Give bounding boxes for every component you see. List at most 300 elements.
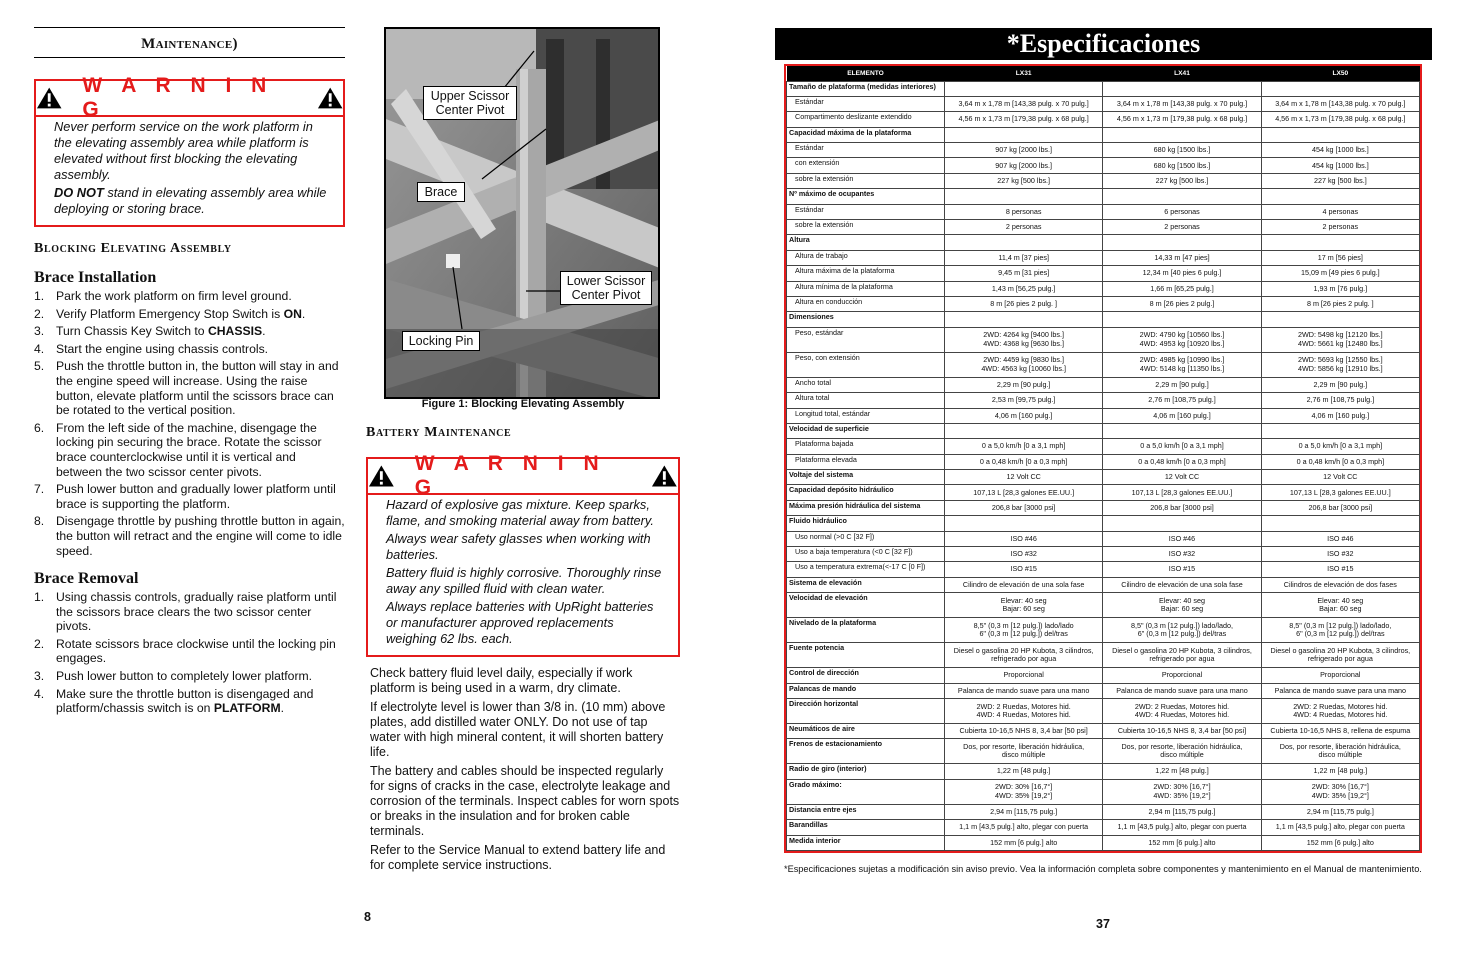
table-cell — [945, 312, 1103, 327]
table-cell — [945, 173, 1103, 188]
table-cell — [1103, 804, 1261, 819]
section-heading-battery: Battery Maintenance — [366, 425, 512, 440]
warning-text: Never perform service on the work platform in the elevating assembly area while platform is elevated without first blocking the elevating assembly. — [54, 119, 313, 182]
table-cell — [945, 220, 1103, 235]
table-row — [787, 439, 1420, 454]
table-cell — [945, 327, 1103, 352]
cell-value: 227 kg [500 lbs.] — [1313, 175, 1367, 185]
row-label: Altura total — [787, 393, 945, 408]
table-cell — [945, 618, 1103, 643]
table-cell — [945, 500, 1103, 515]
step-text — [56, 359, 345, 417]
callout-lower-scissor-pivot: Lower Scissor Center Pivot — [560, 271, 652, 305]
step-text — [56, 687, 345, 716]
table-cell — [1261, 250, 1419, 265]
row-label: Plataforma bajada — [787, 439, 945, 454]
table-row — [787, 618, 1420, 643]
table-cell — [945, 804, 1103, 819]
table-cell — [1261, 699, 1419, 724]
table-cell — [945, 683, 1103, 698]
warning-text: Always replace batteries with UpRight batteries or manufacturer approved replacements weighing 62 lbs. each. — [386, 599, 654, 646]
cell-value: 2 personas — [1164, 222, 1200, 232]
table-cell — [945, 739, 1103, 764]
list-item — [34, 307, 345, 322]
table-cell — [1103, 618, 1261, 643]
cell-value: 227 kg [500 lbs.] — [997, 175, 1051, 185]
table-cell — [1261, 668, 1419, 683]
cell-value: Diesel o gasolina 20 HP Kubota, 3 cilindros, refrigerado por agua — [1112, 645, 1252, 664]
step-text-part: Push the throttle button in, the button will stay in and the engine speed will increase. Using the raise button, elevate platform until the scissors brace can be rotated to the vertical position. — [56, 359, 339, 418]
table-cell — [945, 393, 1103, 408]
table-cell — [945, 779, 1103, 804]
cell-value: 4 personas — [1322, 206, 1359, 216]
cell-value: 0 a 5,0 km/h [0 a 3,1 mph] — [981, 441, 1066, 451]
cell-value: Cubierta 10-16,5 NHS 8, 3,4 bar [50 psi] — [959, 726, 1088, 736]
table-row — [787, 739, 1420, 764]
step-number: 1. — [34, 590, 45, 605]
table-cell — [945, 296, 1103, 311]
warning-triangle-icon — [36, 86, 62, 110]
cell-value: 3,64 m x 1,78 m [143,38 pulg. x 70 pulg.] — [958, 98, 1089, 108]
table-cell — [1261, 393, 1419, 408]
table-cell — [1261, 593, 1419, 618]
table-cell — [1261, 470, 1419, 485]
table-cell — [1103, 204, 1261, 219]
cell-value: Diesel o gasolina 20 HP Kubota, 3 cilindros, refrigerado por agua — [1270, 645, 1411, 664]
table-cell — [1103, 643, 1261, 668]
table-row — [787, 250, 1420, 265]
table-cell — [1103, 312, 1261, 327]
table-cell — [1103, 593, 1261, 618]
cell-value: 4,56 m x 1,73 m [179,38 pulg. x 68 pulg.] — [1116, 114, 1248, 124]
table-cell — [1261, 485, 1419, 500]
cell-value: 2,76 m [108,75 pulg.] — [1306, 395, 1375, 405]
cell-value: 227 kg [500 lbs.] — [1155, 175, 1209, 185]
table-cell — [1103, 96, 1261, 111]
row-label: Estándar — [787, 96, 945, 111]
row-label: Distancia entre ejes — [787, 804, 945, 819]
cell-value: ISO #32 — [1168, 549, 1196, 559]
table-cell — [945, 281, 1103, 296]
list-item — [34, 590, 345, 634]
table-cell — [1261, 143, 1419, 158]
cell-value: Elevar: 40 seg Bajar: 60 seg — [1000, 595, 1047, 614]
table-row — [787, 96, 1420, 111]
cell-value: 8 m [26 pies 2 pulg. ] — [1306, 299, 1374, 309]
page-title: *Especificaciones — [775, 28, 1432, 60]
column-header: LX50 — [1261, 66, 1419, 81]
cell-value: Cilindro de elevación de una sola fase — [962, 579, 1085, 589]
table-cell — [1103, 820, 1261, 835]
cell-value: ISO #32 — [1010, 549, 1037, 559]
table-cell — [945, 235, 1103, 250]
step-text-part: Using chassis controls, gradually raise platform until the scissors brace clears the two scissor center pivots. — [56, 590, 337, 634]
table-cell — [945, 189, 1103, 204]
cell-value: Cilindro de elevación de una sola fase — [1121, 579, 1243, 589]
table-cell — [1103, 683, 1261, 698]
cell-value: Elevar: 40 seg Bajar: 60 seg — [1317, 595, 1364, 614]
row-label: sobre la extensión — [787, 173, 945, 188]
cell-value: 680 kg [1500 lbs.] — [1153, 145, 1211, 155]
cell-value: 2WD: 2 Ruedas, Motores hid. 4WD: 4 Ruedas, Motores hid. — [976, 701, 1071, 719]
spec-table-frame — [784, 64, 1422, 853]
table-header-row — [787, 66, 1420, 81]
warning-box-platform — [34, 74, 345, 227]
cell-value: 152 mm [6 pulg.] alto — [1148, 837, 1216, 847]
cell-value: 8 m [26 pies 2 pulg. ] — [990, 299, 1058, 309]
row-label: Altura en conducción — [787, 296, 945, 311]
row-label: Compartimento deslizante extendido — [787, 112, 945, 127]
cell-value: 1,1 m [43,5 pulg.] alto, plegar con puerta — [959, 822, 1089, 832]
table-cell — [1103, 143, 1261, 158]
table-cell — [1261, 377, 1419, 392]
row-label: Uso a temperatura extrema(<-17 C [0 F]) — [787, 562, 945, 577]
step-text — [56, 342, 345, 357]
step-number: 4. — [34, 341, 45, 356]
table-cell — [945, 835, 1103, 850]
table-row — [787, 112, 1420, 127]
step-text — [56, 482, 345, 511]
table-row — [787, 835, 1420, 850]
table-cell — [945, 96, 1103, 111]
cell-value: Palanca de mando suave para una mano — [1274, 685, 1407, 695]
table-cell — [1261, 204, 1419, 219]
table-cell — [1261, 312, 1419, 327]
step-text-part: Push lower button and gradually lower platform until brace is supporting the platform. — [56, 482, 336, 511]
table-row — [787, 158, 1420, 173]
step-text-part: From the left side of the machine, disengage the locking pin securing the brace. Rotate the scissor brace counterclockwise until it is vertical and between the two scissor center pivots. — [56, 420, 322, 479]
table-row — [787, 235, 1420, 250]
table-cell — [945, 547, 1103, 562]
cell-value: 907 kg [2000 lbs.] — [995, 160, 1053, 170]
table-row — [787, 668, 1420, 683]
cell-value: 2,94 m [115,75 pulg.] — [990, 806, 1058, 816]
step-text-part: Make sure the throttle button is disengaged and platform/chassis switch is on — [56, 686, 314, 716]
cell-value: ISO #46 — [1168, 533, 1196, 543]
table-cell — [1103, 470, 1261, 485]
cell-value: 4,06 m [160 pulg.] — [1153, 410, 1211, 420]
table-cell — [1103, 266, 1261, 281]
table-cell — [945, 158, 1103, 173]
warning-body — [368, 497, 678, 655]
warning-text: Battery fluid is highly corrosive. Thoroughly rinse away any spilled fluid with clean water. — [386, 565, 662, 596]
table-cell — [945, 485, 1103, 500]
table-row — [787, 220, 1420, 235]
step-text-part: Disengage throttle by pushing throttle button in again, the button will retract and the engine will come to idle speed. — [56, 514, 345, 558]
cell-value: 2WD: 4790 kg [10560 lbs.] 4WD: 4953 kg [10920 lbs.] — [1139, 330, 1225, 348]
table-cell — [1261, 820, 1419, 835]
cell-value: 2,29 m [90 pulg.] — [1155, 379, 1209, 389]
row-label: Radio de giro (interior) — [787, 764, 945, 779]
cell-value: 107,13 L [28,3 galones EE.UU.] — [1289, 487, 1391, 497]
cell-value: 2,94 m [115,75 pulg.] — [1148, 806, 1216, 816]
table-row — [787, 683, 1420, 698]
step-number: 2. — [34, 306, 45, 321]
table-row — [787, 820, 1420, 835]
row-label: Estándar — [787, 143, 945, 158]
warning-title: W A R N I N G — [82, 74, 274, 121]
cell-value: 1,43 m [56,25 pulg.] — [991, 283, 1056, 293]
running-head: Maintenance) — [34, 27, 345, 58]
row-label: Frenos de estacionamiento — [787, 739, 945, 764]
table-cell — [1261, 235, 1419, 250]
cell-value: Cilindros de elevación de dos fases — [1283, 579, 1397, 589]
table-cell — [1103, 577, 1261, 592]
cell-value: Elevar: 40 seg Bajar: 60 seg — [1159, 595, 1205, 614]
table-cell — [1261, 112, 1419, 127]
cell-value: ISO #15 — [1327, 564, 1354, 574]
table-cell — [1103, 562, 1261, 577]
cell-value: 2,29 m [90 pulg.] — [1313, 379, 1368, 389]
table-cell — [1103, 739, 1261, 764]
table-cell — [945, 408, 1103, 423]
step-emphasis: ON — [283, 306, 302, 321]
table-cell — [1103, 485, 1261, 500]
cell-value: 12,34 m [40 pies 6 pulg.] — [1142, 268, 1222, 278]
table-cell — [1103, 352, 1261, 377]
cell-value: 1,93 m [76 pulg.] — [1313, 283, 1368, 293]
list-item — [34, 342, 345, 357]
table-row — [787, 547, 1420, 562]
row-label: Velocidad de superficie — [787, 423, 945, 438]
table-cell — [1261, 643, 1419, 668]
cell-value: Cubierta 10-16,5 NHS 8, rellena de espuma — [1270, 726, 1411, 736]
table-cell — [945, 516, 1103, 531]
table-cell — [1261, 739, 1419, 764]
callout-upper-scissor-pivot: Upper Scissor Center Pivot — [423, 86, 517, 120]
cell-value: 4,06 m [160 pulg.] — [1311, 410, 1370, 420]
table-cell — [1261, 189, 1419, 204]
step-number: 6. — [34, 420, 45, 435]
cell-value: 17 m [56 pies] — [1317, 252, 1363, 262]
cell-value: 1,66 m [65,25 pulg.] — [1150, 283, 1214, 293]
table-cell — [1103, 281, 1261, 296]
table-row — [787, 764, 1420, 779]
table-cell — [1103, 377, 1261, 392]
cell-value: 12 Volt CC — [1323, 472, 1358, 482]
step-number: 7. — [34, 482, 45, 497]
warning-text: Hazard of explosive gas mixture. Keep sparks, flame, and smoking material away from battery. — [386, 497, 654, 528]
table-cell — [1261, 408, 1419, 423]
warning-header — [368, 452, 678, 499]
table-cell — [1261, 266, 1419, 281]
row-label: Uso normal (>0 C [32 F]) — [787, 531, 945, 546]
table-row — [787, 423, 1420, 438]
cell-value: 1,1 m [43,5 pulg.] alto, plegar con puerta — [1275, 822, 1405, 832]
table-cell — [945, 593, 1103, 618]
list-item — [34, 421, 345, 479]
table-row — [787, 352, 1420, 377]
cell-value: 6 personas — [1164, 206, 1200, 216]
cell-value: 1,22 m [48 pulg.] — [1313, 766, 1368, 776]
step-text — [56, 590, 345, 634]
table-row — [787, 393, 1420, 408]
row-label: Tamaño de plataforma (medidas interiores) — [787, 81, 945, 96]
table-cell — [1103, 439, 1261, 454]
list-item — [34, 482, 345, 511]
table-cell — [945, 250, 1103, 265]
table-row — [787, 143, 1420, 158]
table-cell — [945, 439, 1103, 454]
cell-value: ISO #15 — [1010, 564, 1037, 574]
table-row — [787, 81, 1420, 96]
cell-value: 454 kg [1000 lbs.] — [1311, 160, 1369, 170]
table-row — [787, 485, 1420, 500]
table-cell — [945, 764, 1103, 779]
row-label: Dimensiones — [787, 312, 945, 327]
cell-value: 1,22 m [48 pulg.] — [1155, 766, 1209, 776]
brace-removal-steps — [34, 590, 345, 716]
row-label: Altura máxima de la plataforma — [787, 266, 945, 281]
row-label: Altura mínima de la plataforma — [787, 281, 945, 296]
figure-caption: Figure 1: Blocking Elevating Assembly — [421, 398, 625, 410]
step-text-part: Start the engine using chassis controls. — [56, 341, 269, 356]
table-body — [787, 81, 1420, 850]
table-cell — [1261, 779, 1419, 804]
table-cell — [1103, 81, 1261, 96]
table-cell — [1103, 668, 1261, 683]
table-cell — [1103, 235, 1261, 250]
table-cell — [1103, 112, 1261, 127]
table-cell — [1103, 189, 1261, 204]
table-row — [787, 804, 1420, 819]
step-emphasis: PLATFORM — [213, 701, 281, 716]
row-label: Fluido hidráulico — [787, 516, 945, 531]
cell-value: Proporcional — [1003, 670, 1044, 680]
warning-box-battery — [366, 452, 680, 657]
table-cell — [945, 143, 1103, 158]
paragraph: The battery and cables should be inspected regularly for signs of cracks in the case, electrolyte leakage and corrosion of the terminals. Inspect cables for worn spots or breaks in the insulation and for broken cable terminals. — [370, 764, 680, 838]
cell-value: 2WD: 5498 kg [12120 lbs.] 4WD: 5661 kg [12480 lbs.] — [1297, 330, 1383, 348]
left-column — [34, 27, 345, 719]
cell-value: Diesel o gasolina 20 HP Kubota, 3 cilindros, refrigerado por agua — [953, 645, 1094, 664]
step-text-part: Turn Chassis Key Switch to — [56, 324, 208, 339]
cell-value: 907 kg [2000 lbs.] — [995, 145, 1053, 155]
column-header: ELEMENTO — [787, 66, 945, 81]
table-cell — [1261, 683, 1419, 698]
row-label: Medida interior — [787, 835, 945, 850]
brace-installation-steps — [34, 289, 345, 558]
table-cell — [1261, 423, 1419, 438]
cell-value: Cubierta 10-16,5 NHS 8, 3,4 bar [50 psi] — [1117, 726, 1247, 736]
row-label: Peso, estándar — [787, 327, 945, 352]
table-cell — [1103, 327, 1261, 352]
table-row — [787, 408, 1420, 423]
table-cell — [1103, 835, 1261, 850]
subheading-brace-installation: Brace Installation — [34, 269, 157, 286]
warning-triangle-icon — [368, 464, 395, 488]
cell-value: 152 mm [6 pulg.] alto — [990, 837, 1058, 847]
cell-value: Proporcional — [1161, 670, 1203, 680]
cell-value: 107,13 L [28,3 galones EE.UU.] — [973, 487, 1075, 497]
table-row — [787, 699, 1420, 724]
row-label: Palancas de mando — [787, 683, 945, 698]
cell-value: 3,64 m x 1,78 m [143,38 pulg. x 70 pulg.] — [1275, 98, 1406, 108]
cell-value: 0 a 0,48 km/h [0 a 0,3 mph] — [979, 456, 1068, 466]
table-row — [787, 516, 1420, 531]
row-label: Nivelado de la plataforma — [787, 618, 945, 643]
cell-value: 2WD: 30% [16,7°] 4WD: 35% [19,2°] — [1311, 782, 1369, 800]
cell-value: Dos, por resorte, liberación hidráulica, disco múltiple — [963, 742, 1085, 760]
cell-value: Proporcional — [1320, 670, 1361, 680]
step-text-part: . — [280, 701, 285, 716]
warning-header — [36, 74, 343, 121]
table-cell — [945, 699, 1103, 724]
cell-value: 15,09 m [49 pies 6 pulg.] — [1300, 268, 1380, 278]
step-text — [56, 307, 345, 322]
warning-triangle-icon — [317, 86, 343, 110]
row-label: Uso a baja temperatura (<0 C [32 F]) — [787, 547, 945, 562]
column-header: LX41 — [1103, 66, 1261, 81]
table-cell — [1103, 516, 1261, 531]
table-cell — [945, 470, 1103, 485]
table-cell — [1261, 516, 1419, 531]
table-cell — [945, 531, 1103, 546]
table-cell — [1103, 531, 1261, 546]
table-cell — [1261, 577, 1419, 592]
step-text-part: Verify Platform Emergency Stop Switch is — [56, 306, 284, 321]
table-cell — [1103, 158, 1261, 173]
row-label: Fuente potencia — [787, 643, 945, 668]
step-text — [56, 514, 345, 558]
table-cell — [1103, 779, 1261, 804]
table-cell — [1261, 173, 1419, 188]
table-row — [787, 577, 1420, 592]
row-label: Control de dirección — [787, 668, 945, 683]
table-row — [787, 266, 1420, 281]
cell-value: Dos, por resorte, liberación hidráulica, disco múltiple — [1121, 742, 1243, 760]
table-cell — [1261, 96, 1419, 111]
cell-value: 11,4 m [37 pies] — [998, 252, 1049, 262]
step-text-part: Push lower button to completely lower platform. — [56, 669, 313, 684]
cell-value: 2,94 m [115,75 pulg.] — [1306, 806, 1374, 816]
paragraph: Check battery fluid level daily, especially if work platform is being used in a warm, dry climate. — [370, 666, 633, 695]
list-item — [34, 289, 345, 304]
cell-value: 2WD: 2 Ruedas, Motores hid. 4WD: 4 Ruedas, Motores hid. — [1293, 701, 1388, 719]
cell-value: Palanca de mando suave para una mano — [1116, 685, 1248, 695]
cell-value: 8,5" (0,3 m [12 pulg.]) lado/lado 6" (0,3 m [12 pulg.]) del/tras — [973, 620, 1074, 639]
table-cell — [1261, 724, 1419, 739]
cell-value: 2,53 m [99,75 pulg.] — [991, 395, 1056, 405]
table-row — [787, 127, 1420, 142]
cell-value: ISO #15 — [1168, 564, 1196, 574]
table-cell — [1261, 531, 1419, 546]
row-label: Neumáticos de aire — [787, 724, 945, 739]
table-cell — [945, 377, 1103, 392]
cell-value: 4,06 m [160 pulg.] — [994, 410, 1053, 420]
row-label: Velocidad de elevación — [787, 593, 945, 618]
step-text — [56, 289, 345, 304]
table-cell — [1261, 127, 1419, 142]
row-label: Ancho total — [787, 377, 945, 392]
table-cell — [1103, 127, 1261, 142]
list-item — [34, 359, 345, 417]
table-row — [787, 189, 1420, 204]
right-page — [740, 0, 1475, 954]
figure-photo — [384, 27, 660, 399]
table-cell — [1103, 764, 1261, 779]
cell-value: 2,29 m [90 pulg.] — [996, 379, 1051, 389]
table-cell — [1261, 158, 1419, 173]
row-label: Plataforma elevada — [787, 454, 945, 469]
table-cell — [1261, 220, 1419, 235]
table-cell — [945, 643, 1103, 668]
table-cell — [1261, 454, 1419, 469]
row-label: sobre la extensión — [787, 220, 945, 235]
cell-value: 0 a 0,48 km/h [0 a 0,3 mph] — [1138, 456, 1226, 466]
callout-brace: Brace — [417, 182, 465, 202]
table-cell — [945, 266, 1103, 281]
